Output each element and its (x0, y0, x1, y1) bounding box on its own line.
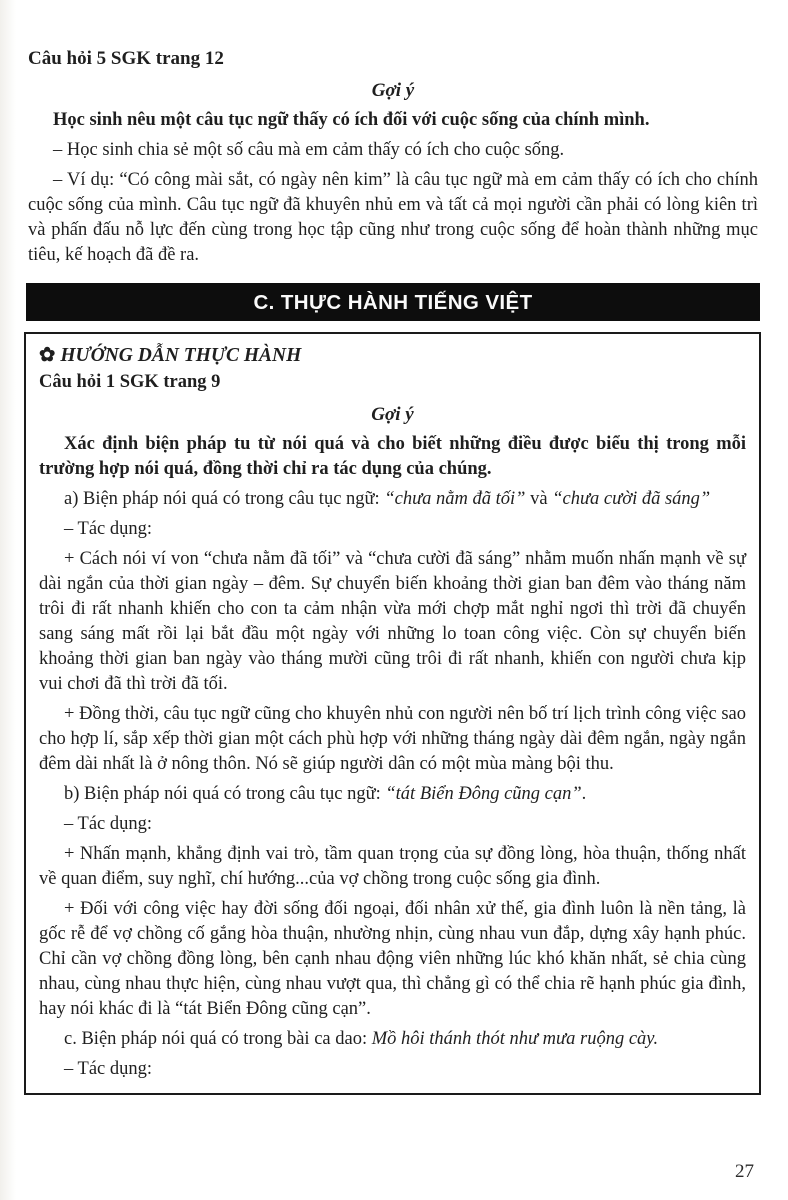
question-1-heading: Câu hỏi 1 SGK trang 9 (39, 372, 221, 392)
item-b-suffix: . (581, 784, 587, 804)
item-b-prefix: b) Biện pháp nói quá có trong câu tục ngữ: (64, 784, 386, 804)
item-a-quote-2: “chưa cười đã sáng” (552, 489, 711, 509)
item-a-quote-1: “chưa nằm đã tối” (384, 489, 526, 509)
paragraph-b2: + Đối với công việc hay đời sống đối ngoại, đối nhân xử thế, gia đình luôn là nền tảng, là gốc rễ để vợ chồng cố gắng hòa thuận, nhường nhịn, cùng nhau vun đắp, dựng xây hạnh phúc. Chỉ cần vợ chồng đồng lòng, bên cạnh nhau động viên những lúc khó khăn nhất, sẻ chia cùng nhau, cùng nhau thực hiện, cùng nhau vượt qua, thì chẳng gì có thể chia rẽ hạnh phúc gia đình, hay nói khác đi là “tát Biển Đông cũng cạn”. (39, 899, 746, 1019)
paragraph-b1: + Nhấn mạnh, khẳng định vai trò, tầm quan trọng của sự đồng lòng, hòa thuận, thống nhất về quan điểm, suy nghĩ, chí hướng...của vợ chồng trong cuộc sống gia đình. (39, 844, 746, 889)
hint-label-box: Gợi ý (371, 404, 414, 425)
section-banner: C. THỰC HÀNH TIẾNG VIỆT (26, 283, 760, 321)
item-a-prefix: a) Biện pháp nói quá có trong câu tục ngữ: (64, 489, 385, 509)
practice-box (24, 332, 761, 1095)
tac-dung-a: – Tác dụng: (64, 519, 153, 539)
practice-heading (39, 343, 746, 368)
paragraph-a2: + Đồng thời, câu tục ngữ cũng cho khuyên nhủ con người nên bố trí lịch trình công việc sao cho hợp lí, sắp xếp thời gian một cách phù hợp với những tháng ngày dài đêm ngắn, ngày ngắn đêm dài nhất là ở nông thôn. Nó sẽ giúp người dân có một mùa màng bội thu. (39, 704, 746, 774)
item-c-quote: Mồ hôi thánh thót như mưa ruộng cày. (371, 1029, 659, 1049)
tac-dung-b: – Tác dụng: (64, 814, 153, 834)
tac-dung-c: – Tác dụng: (64, 1059, 153, 1079)
item-a (39, 487, 746, 512)
item-c-prefix: c. Biện pháp nói quá có trong bài ca dao: (64, 1029, 372, 1049)
florette-icon: ✿ (39, 345, 56, 366)
answer-point: – Học sinh chia sẻ một số câu mà em cảm thấy có ích cho cuộc sống. (53, 140, 565, 160)
answer-statement-top: Học sinh nêu một câu tục ngữ thấy có ích đối với cuộc sống của chính mình. (53, 110, 650, 130)
practice-heading-text: HƯỚNG DẪN THỰC HÀNH (60, 345, 302, 366)
answer-example: – Ví dụ: “Có công mài sắt, có ngày nên kim” là câu tục ngữ mà em cảm thấy có ích cho chính cuộc sống của mình. Câu tục ngữ đã khuyên nhủ em và tất cả mọi người cần phải có lòng kiên trì và phấn đấu nỗ lực đến cùng trong học tập cũng như trong cuộc sống để hoàn thành những mục tiêu, kế hoạch đã đề ra. (28, 170, 758, 265)
paragraph-a1: + Cách nói ví von “chưa nằm đã tối” và “chưa cười đã sáng” nhằm muốn nhấn mạnh về sự dài ngắn của thời gian ngày – đêm. Sự chuyển biến khoảng thời gian ban đêm vào tháng năm trôi đi rất nhanh khiến cho con ta cảm nhận vừa mới chợp mắt nghỉ ngơi thì trời đã chuyển sang sáng mất rồi lại bắt đầu một ngày với những lo toan công việc. Còn sự chuyển biến khoảng thời gian ban ngày vào tháng mười cũng trôi đi rất nhanh, khiến con người chưa kịp vui chơi đã thì trời đã tối. (39, 549, 746, 694)
question-5-heading: Câu hỏi 5 SGK trang 12 (28, 48, 224, 69)
item-a-connector: và (525, 489, 553, 509)
page-number: 27 (735, 1161, 754, 1182)
task-statement: Xác định biện pháp tu từ nói quá và cho biết những điều được biểu thị trong mỗi trường hợp nói quá, đồng thời chỉ ra tác dụng của chúng. (39, 434, 746, 479)
item-c (39, 1027, 746, 1052)
item-b (39, 782, 746, 807)
item-b-quote: “tát Biển Đông cũng cạn” (385, 784, 582, 804)
hint-label-top: Gợi ý (371, 80, 415, 101)
